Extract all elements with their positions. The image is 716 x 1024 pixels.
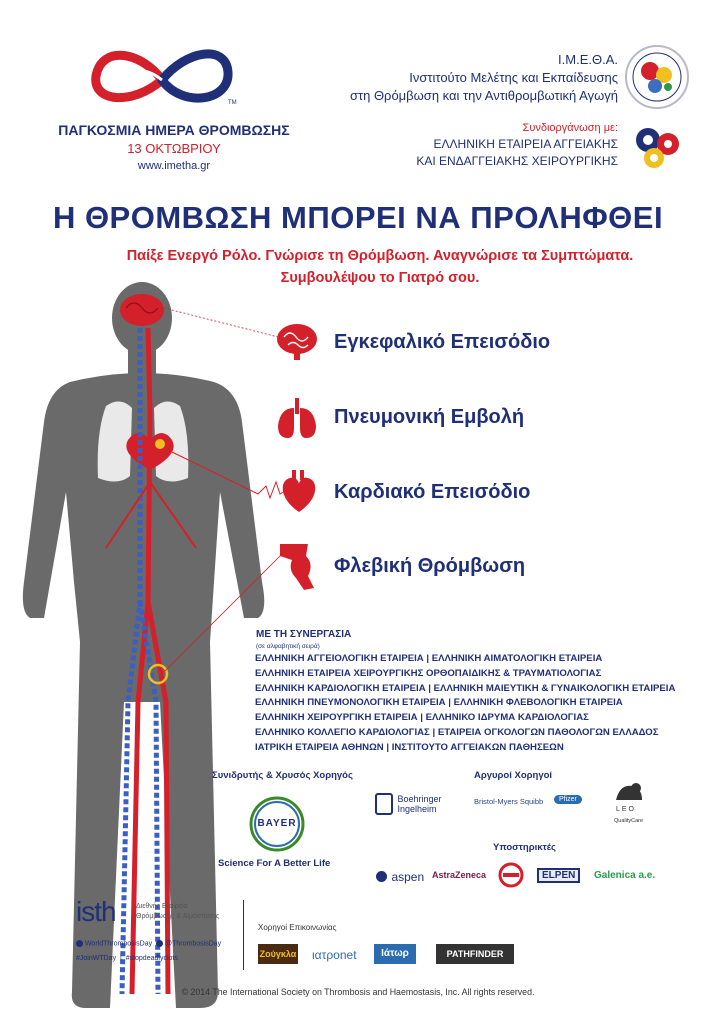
partner-line: ΕΛΛΗΝΙΚΗ ΚΑΡΔΙΟΛΟΓΙΚΗ ΕΤΑΙΡΕΙΑ | ΕΛΛΗΝΙΚΗ ΜΑΙΕΥΤΙΚΗ & ΓΥΝΑΙΚΟΛΟΓΙΚΗ ΕΤΑΙΡΕΙΑ	[255, 682, 676, 694]
subtitle-line2: Συμβουλέψου το Γιατρό σου.	[280, 270, 480, 286]
aspen-mark-icon	[376, 871, 387, 882]
partners-list	[255, 652, 675, 756]
brain-icon	[274, 321, 320, 361]
elpen-logo: ELPEN	[537, 868, 580, 883]
condition-venous-thrombosis: Φλεβική Θρόμβωση	[334, 555, 526, 577]
org-name-line1: Ινστιτούτο Μελέτης και Εκπαίδευσης	[409, 70, 618, 85]
main-title: Η ΘΡΟΜΒΩΣΗ ΜΠΟΡΕΙ ΝΑ ΠΡΟΛΗΦΘΕΙ	[52, 200, 664, 235]
round-logo-icon	[498, 862, 524, 888]
astrazeneca-logo: AstraZeneca	[432, 870, 487, 880]
wtd-infinity-logo	[82, 32, 242, 114]
zougla-logo: Ζούγκλα	[258, 944, 298, 964]
subtitle-line1: Παίξε Ενεργό Ρόλο. Γνώρισε τη Θρόμβωση. Αναγνώρισε τα Συμπτώματα.	[126, 248, 634, 264]
facebook-icon	[76, 940, 83, 947]
coorg-label: Συνδιοργάνωση με:	[522, 122, 618, 134]
isth-logo: isth	[76, 896, 116, 927]
partner-line: ΕΛΛΗΝΙΚΟ ΚΟΛΛΕΓΙΟ ΚΑΡΔΙΟΛΟΓΙΑΣ | ΕΤΑΙΡΕΙΑ ΟΓΚΟΛΟΓΩΝ ΠΑΘΟΛΟΓΩΝ ΕΛΛΑΔΟΣ	[255, 726, 659, 738]
aspen-logo	[376, 868, 424, 886]
isth-desc1: Διεθνής Εταιρεία	[136, 903, 188, 910]
condition-stroke: Εγκεφαλικό Επεισόδιο	[334, 331, 551, 353]
leo-logo: LEO	[616, 806, 637, 813]
pfizer-logo: Pfizer	[554, 795, 582, 804]
footer-divider	[243, 900, 244, 970]
partner-line: ΙΑΤΡΙΚΗ ΕΤΑΙΡΕΙΑ ΑΘΗΝΩΝ | ΙΝΣΤΙΤΟΥΤΟ ΑΓΓΕΙΑΚΩΝ ΠΑΘΗΣΕΩΝ	[255, 741, 564, 753]
silver-sponsor-label: Αργυροί Χορηγοί	[474, 770, 553, 781]
facebook-text: WorldThrombosisDay	[84, 940, 153, 948]
copyright: © 2014 The International Society on Thrombosis and Haemostasis, Inc. All rights reserved.	[181, 987, 535, 997]
partner-line: ΕΛΛΗΝΙΚΗ ΠΝΕΥΜΟΝΟΛΟΓΙΚΗ ΕΤΑΙΡΕΙΑ | ΕΛΛΗΝΙΚΗ ΦΛΕΒΟΛΟΓΙΚΗ ΕΤΑΙΡΕΙΑ	[255, 697, 623, 709]
world-day-date: 13 ΟΚΤΩΒΡΙΟΥ	[127, 141, 221, 156]
website-link[interactable]: www.imetha.gr	[137, 160, 211, 172]
hashtag-join: #JoinWTDay	[76, 955, 117, 962]
trademark: TM	[228, 100, 237, 106]
condition-pulmonary-embolism: Πνευμονική Εμβολή	[334, 406, 525, 428]
facebook-handle[interactable]	[76, 940, 221, 947]
imetha-seal-icon	[624, 44, 690, 110]
isth-desc2: Θρόμβωσης & Αιμόστασης	[136, 913, 220, 920]
qualitycare-logo: QualityCare	[614, 818, 644, 824]
aspen-name: aspen	[391, 869, 425, 884]
hashtags: #JoinWTDay | #stopdeadlyclots	[76, 955, 178, 962]
media-sponsors-label: Χορηγοί Επικοινωνίας	[258, 923, 337, 932]
partners-heading: ΜΕ ΤΗ ΣΥΝΕΡΓΑΣΙΑ	[256, 629, 352, 640]
bayer-vertical: BAYER	[257, 818, 297, 829]
org-name-line2: στη Θρόμβωση και την Αντιθρομβωτική Αγωγή	[349, 88, 618, 103]
galenica-logo: Galenica a.e.	[594, 870, 656, 881]
bayer-slogan: Science For A Better Life	[218, 858, 331, 869]
gold-sponsor-label: Συνιδρυτής & Χρυσός Χορηγός	[212, 770, 353, 781]
coorg-line1: ΕΛΛΗΝΙΚΗ ΕΤΑΙΡΕΙΑ ΑΓΓΕΙΑΚΗΣ	[433, 137, 618, 151]
boehringer-name2: Ingelheim	[397, 804, 437, 814]
iatros-logo: Ιάτωρ	[374, 944, 416, 964]
lungs-icon	[274, 396, 320, 440]
pathfinder-logo: PATHFINDER	[436, 944, 514, 964]
iatronet-logo: ιατρonet	[312, 948, 357, 962]
boehringer-mark-icon	[375, 793, 393, 815]
partner-line: ΕΛΛΗΝΙΚΗ ΧΕΙΡΟΥΡΓΙΚΗ ΕΤΑΙΡΕΙΑ | ΕΛΛΗΝΙΚΟ ΙΔΡΥΜΑ ΚΑΡΔΙΟΛΟΓΙΑΣ	[255, 712, 589, 724]
vascular-society-logo-icon	[632, 124, 684, 172]
org-abbr: Ι.Μ.Ε.Θ.Α.	[558, 52, 618, 67]
partners-note: (σε αλφαβητική σειρά)	[256, 643, 320, 650]
coorg-line2: ΚΑΙ ΕΝΔΑΓΓΕΙΑΚΗΣ ΧΕΙΡΟΥΡΓΙΚΗΣ	[416, 154, 618, 168]
twitter-text: @ThrombosisDay	[165, 940, 222, 948]
supporters-label: Υποστηρικτές	[493, 842, 556, 853]
partner-line: ΕΛΛΗΝΙΚΗ ΑΓΓΕΙΟΛΟΓΙΚΗ ΕΤΑΙΡΕΙΑ | ΕΛΛΗΝΙΚΗ ΑΙΜΑΤΟΛΟΓΙΚΗ ΕΤΑΙΡΕΙΑ	[255, 653, 603, 664]
leo-lion-icon	[612, 780, 646, 804]
world-day-title: ΠΑΓΚΟΣΜΙΑ ΗΜΕΡΑ ΘΡΟΜΒΩΣΗΣ	[58, 122, 290, 138]
leg-icon	[278, 542, 320, 592]
heart-icon	[278, 470, 320, 514]
partner-line: ΕΛΛΗΝΙΚΗ ΕΤΑΙΡΕΙΑ ΧΕΙΡΟΥΡΓΙΚΗΣ ΟΡΘΟΠΑΙΔΙΚΗΣ & ΤΡΑΥΜΑΤΙΟΛΟΓΙΑΣ	[255, 667, 602, 679]
bms-logo: Bristol-Myers Squibb	[474, 797, 544, 806]
twitter-icon	[156, 940, 163, 947]
boehringer-name: Boehringer	[397, 794, 442, 804]
condition-heart-attack: Καρδιακό Επεισόδιο	[334, 481, 531, 503]
boehringer-logo	[375, 793, 441, 815]
hashtag-stop: #stopdeadlyclots	[125, 955, 178, 962]
